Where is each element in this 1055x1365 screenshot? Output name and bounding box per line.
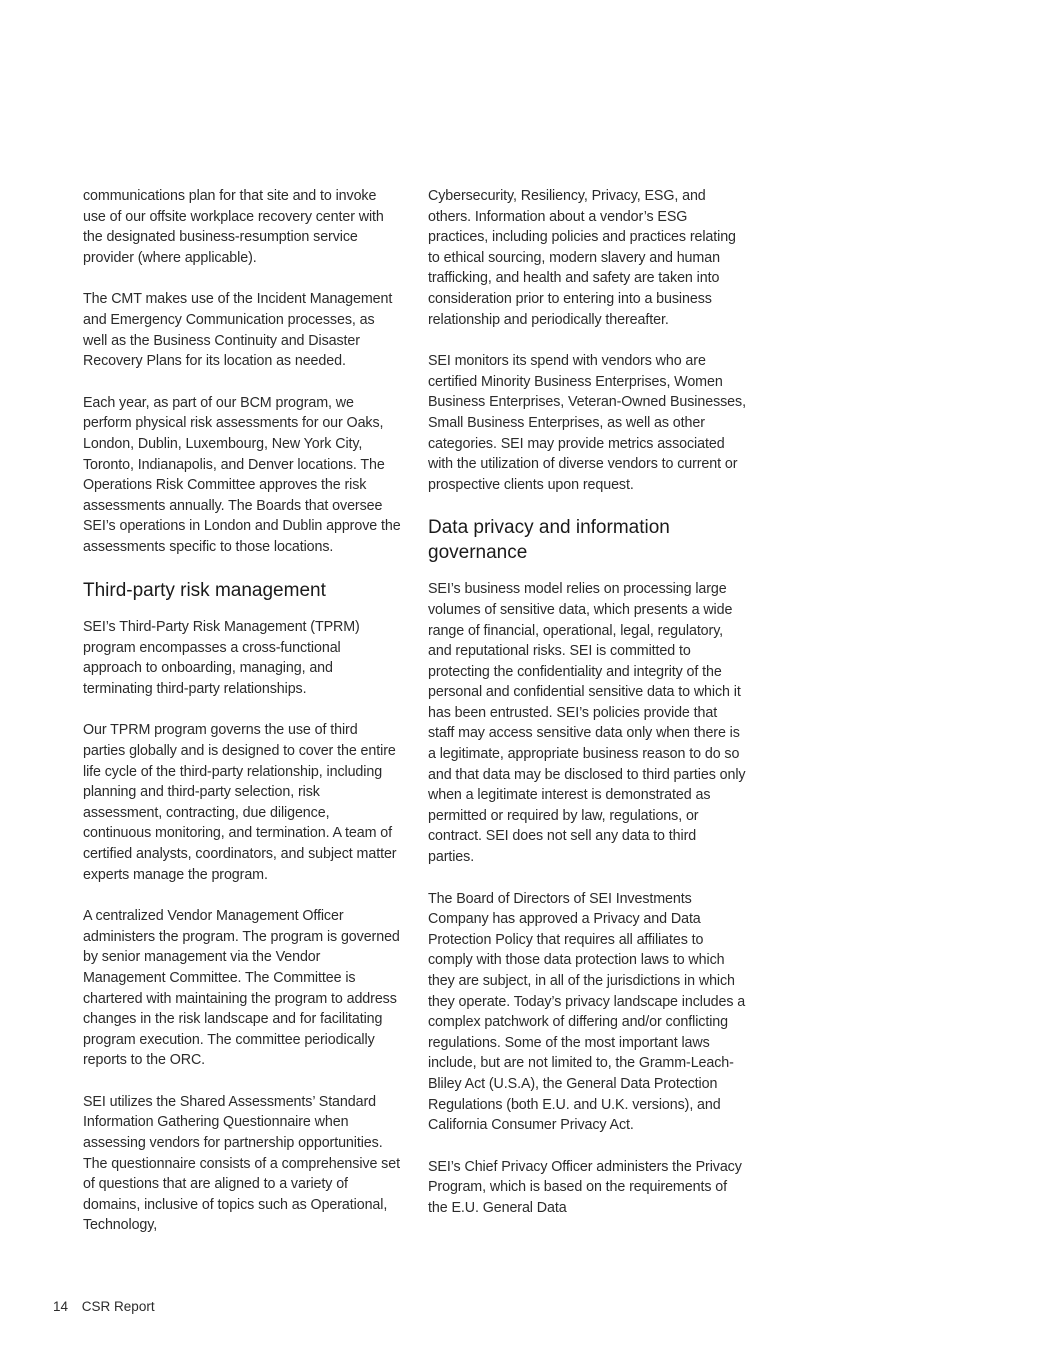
report-name: CSR Report [81,1299,155,1314]
left-column [83,186,401,1257]
paragraph-questionnaire: SEI utilizes the Shared Assessments’ Standard Information Gathering Questionnaire when assessing vendors for partnership opportunities. The questionnaire consists of a comprehensive set of questions that are aligned to a variety of domains, inclusive of topics such as Operational, Technology, [83,1093,400,1234]
paragraph-privacy-policy: The Board of Directors of SEI Investments Company has approved a Privacy and Data Protection Policy that requires all affiliates to comply with those data protection laws to which they are subject, in all of the jurisdictions in which they operate. Today’s privacy landscape includes a complex patchwork of differing and/or conflicting regulations. Some of the most important laws include, but are not limited to, the Gramm-Leach-Bliley Act (U.S.A), the General Data Protection Regulations (both E.U. and U.K. versions), and California Consumer Privacy Act. [428,890,746,1134]
paragraph-vendor-esg: Cybersecurity, Resiliency, Privacy, ESG, and others. Information about a vendor’s ESG practices, including policies and practices relating to ethical sourcing, modern slavery and human trafficking, and health and safety are taken into consideration prior to entering into a business relationship and periodically thereafter. [428,188,736,328]
section-heading-data-privacy: Data privacy and information governance [428,517,670,563]
paragraph-cmt: The CMT makes use of the Incident Management and Emergency Communication processes, as well as the Business Continuity and Disaster Recovery Plans for its location as needed. [83,291,393,370]
paragraph-diverse-vendors: SEI monitors its spend with vendors who are certified Minority Business Enterprises, Women Business Enterprises, Veteran-Owned Businesses, Small Business Enterprises, as well as other categories. SEI may provide metrics associated with the utilization of diverse vendors to current or prospective clients upon request. [428,353,746,493]
section-heading-third-party: Third-party risk management [83,579,326,601]
paragraph-tprm-intro: SEI’s Third-Party Risk Management (TPRM) program encompasses a cross-functional approach to onboarding, managing, and terminating third-party relationships. [83,619,360,697]
paragraph-risk-assessments: Each year, as part of our BCM program, we perform physical risk assessments for our Oaks, London, Dublin, Luxembourg, New York City, Toronto, Indianapolis, and Denver locations. The Operations Risk Committee approves the risk assessments annually. The Boards that oversee SEI’s operations in London and Dublin approve the assessments specific to those locations. [83,394,401,555]
paragraph-vendor-officer: A centralized Vendor Management Officer administers the program. The program is governed by senior management via the Vendor Management Committee. The Committee is chartered with maintaining the program to address changes in the risk landscape and for facilitating program execution. The committee periodically reports to the ORC. [83,908,400,1069]
paragraph-crisis-plan: communications plan for that site and to invoke use of our offsite workplace recovery center with the designated business-resumption service provider (where applicable). [83,188,384,266]
paragraph-tprm-scope: Our TPRM program governs the use of third parties globally and is designed to cover the entire life cycle of the third-party relationship, including planning and third-party selection, risk assessment, contracting, due diligence, continuous monitoring, and termination. A team of certified analysts, coordinators, and subject matter experts manage the program. [83,722,397,883]
right-column [428,186,746,1240]
paragraph-sensitive-data: SEI’s business model relies on processing large volumes of sensitive data, which presents a wide range of financial, operational, legal, regulatory, and reputational risks. SEI is committed to protecting the confidentiality and integrity of the personal and confidential sensitive data to which it has been entrusted. SEI’s policies provide that staff may access sensitive data only when there is a legitimate, appropriate business reason to do so and that data may be disclosed to third parties only when a legitimate interest is demonstrated as permitted or required by law, regulations, or contract. SEI does not sell any data to third parties. [428,581,746,866]
paragraph-chief-privacy-officer: SEI’s Chief Privacy Officer administers the Privacy Program, which is based on the requirements of the E.U. General Data [428,1158,742,1216]
page-footer [53,1299,165,1314]
page-number: 14 [53,1299,69,1314]
